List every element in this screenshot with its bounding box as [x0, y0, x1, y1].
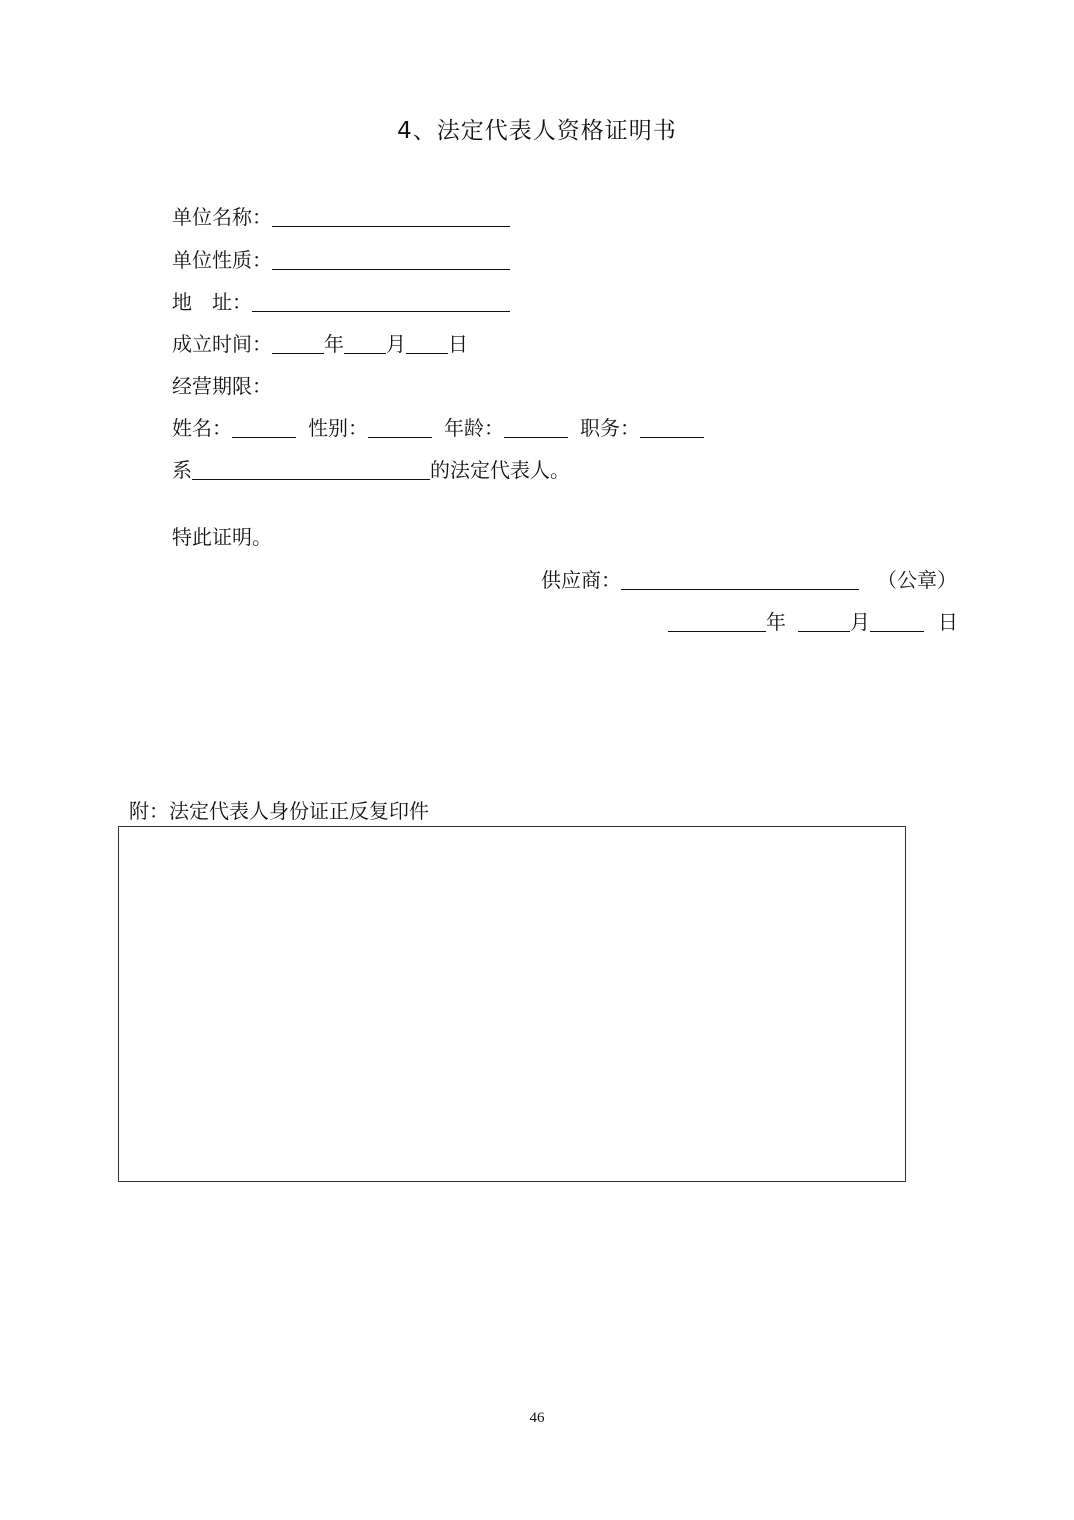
established-label: 成立时间：	[172, 332, 272, 356]
unit-name-label: 单位名称：	[172, 205, 272, 229]
date-month-blank[interactable]	[798, 609, 850, 632]
established-year-label: 年	[324, 332, 344, 356]
signature-date-row	[668, 608, 958, 636]
unit-nature-row	[172, 246, 510, 274]
established-day-label: 日	[448, 332, 468, 356]
term-row	[172, 372, 272, 400]
person-row	[172, 414, 704, 442]
page-number: 46	[529, 1410, 545, 1426]
date-year-blank[interactable]	[668, 609, 766, 632]
seal-text: （公章）	[877, 568, 957, 592]
established-day-blank[interactable]	[406, 331, 448, 354]
document-title: 4、法定代表人资格证明书	[397, 118, 677, 144]
age-label: 年龄：	[444, 416, 504, 440]
is-suffix: 的法定代表人。	[430, 458, 570, 482]
unit-name-blank[interactable]	[272, 204, 510, 227]
certify-text: 特此证明。	[172, 525, 272, 549]
established-year-blank[interactable]	[272, 331, 324, 354]
unit-name-row	[172, 203, 510, 231]
is-prefix: 系	[172, 458, 192, 482]
name-blank[interactable]	[232, 415, 296, 438]
company-blank[interactable]	[192, 457, 430, 480]
term-label: 经营期限：	[172, 374, 272, 398]
unit-nature-label: 单位性质：	[172, 248, 272, 272]
position-label: 职务：	[580, 416, 640, 440]
established-row	[172, 330, 468, 358]
position-blank[interactable]	[640, 415, 704, 438]
address-row	[172, 288, 510, 316]
established-month-label: 月	[386, 332, 406, 356]
supplier-blank[interactable]	[621, 567, 859, 590]
gender-blank[interactable]	[368, 415, 432, 438]
date-year-label: 年	[766, 610, 786, 634]
supplier-row	[541, 566, 957, 594]
address-label: 地 址：	[172, 290, 252, 314]
date-day-label: 日	[938, 610, 958, 634]
date-day-blank[interactable]	[870, 609, 924, 632]
unit-nature-blank[interactable]	[272, 247, 510, 270]
name-label: 姓名：	[172, 416, 232, 440]
age-blank[interactable]	[504, 415, 568, 438]
supplier-label: 供应商：	[541, 568, 621, 592]
attachment-label: 附：法定代表人身份证正反复印件	[129, 799, 429, 823]
address-blank[interactable]	[252, 289, 510, 312]
legal-rep-row	[172, 456, 570, 484]
id-copy-box	[118, 826, 906, 1182]
date-month-label: 月	[850, 610, 870, 634]
established-month-blank[interactable]	[344, 331, 386, 354]
gender-label: 性别：	[308, 416, 368, 440]
